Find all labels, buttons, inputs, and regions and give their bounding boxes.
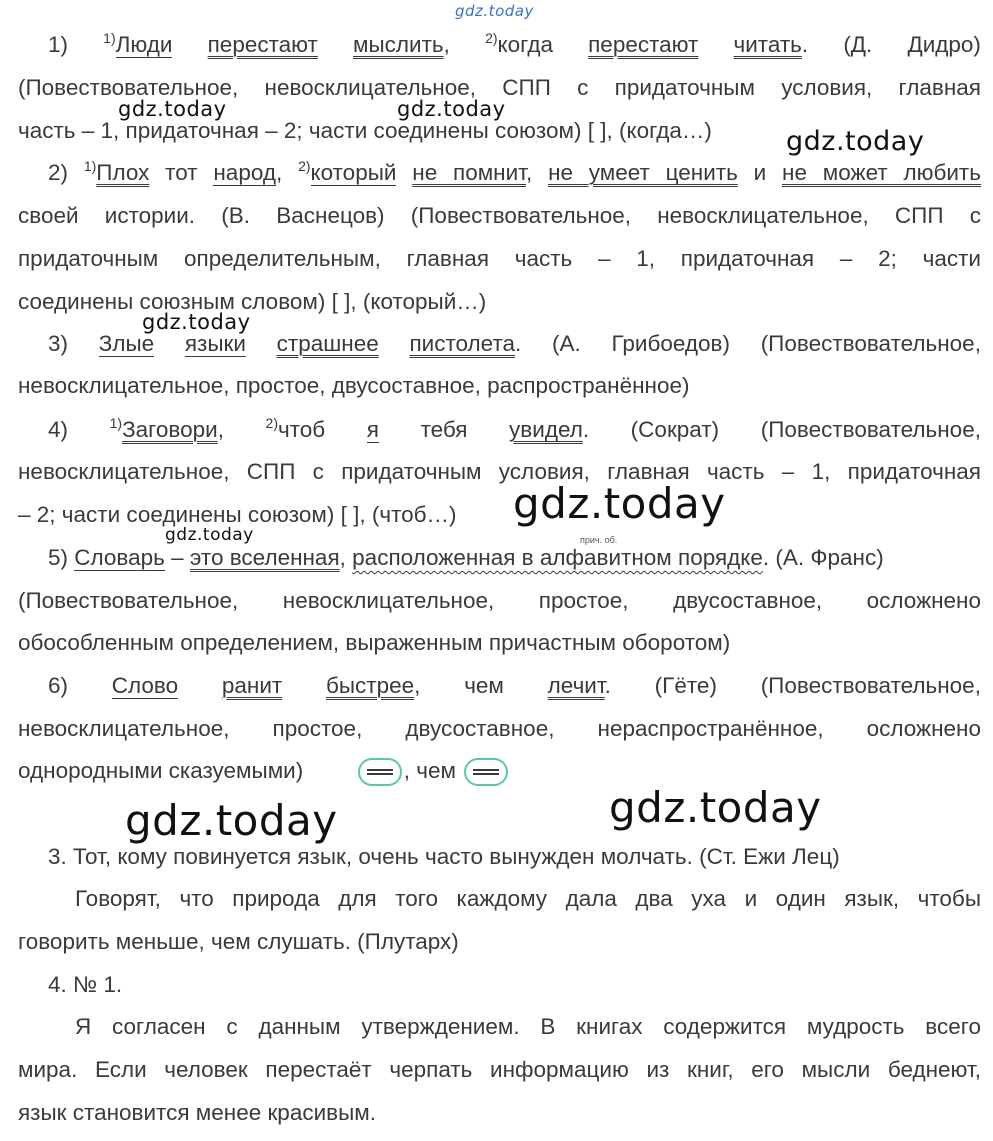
sentence-3-line-1: 3) Злые языки страшнее пистолета. (А. Грибоедов) (Повествовательное, <box>48 331 981 356</box>
sentence-1-line-2: (Повествовательное, невосклицательное, СПП с придаточным условия, главная <box>18 75 981 100</box>
sentence-4-line-2: невосклицательное, СПП с придаточным условия, главная часть – 1, придаточная <box>18 459 981 484</box>
task-3-line-1: 3. Тот, кому повинуется язык, очень часто вынужден молчать. (Ст. Ежи Лец) <box>48 844 840 869</box>
sentence-2-line-3: придаточным определительным, главная часть – 1, придаточная – 2; части <box>18 246 981 271</box>
sentence-6-line-1: 6) Слово ранит быстрее, чем лечит. (Гёте) (Повествовательное, <box>48 673 981 698</box>
sentence-1-line-3: часть – 1, придаточная – 2; части соединены союзом) [ ], (когда…) <box>18 118 712 143</box>
task-4-line-4: язык становится менее красивым. <box>18 1100 377 1125</box>
annotation-note: прич. об. <box>580 535 618 545</box>
sentence-4-line-3: – 2; части соединены союзом) [ ], (чтоб…) <box>18 502 457 527</box>
watermark: gdz.today <box>786 126 925 157</box>
watermark: gdz.today <box>118 97 227 121</box>
sentence-2-line-4: соединены союзным словом) [ ], (который…) <box>18 289 487 314</box>
predicate-scheme-icon <box>358 758 402 786</box>
sentence-2-line-1: 2) $^{1)}$Плох тот народ, $^{2)}$который не помнит, не умеет ценить и не может любить <box>48 158 981 185</box>
sentence-3-line-2: невосклицательное, простое, двусоставное, распространённое) <box>18 373 690 398</box>
sentence-5-line-2: (Повествовательное, невосклицательное, простое, двусоставное, осложнено <box>18 588 981 613</box>
watermark: gdz.today <box>455 2 534 20</box>
task-3-line-2: Говорят, что природа для того каждому дала два уха и один язык, чтобы <box>75 886 981 911</box>
task-4-line-3: мира. Если человек перестаёт черпать информацию из книг, его мысли беднеют, <box>18 1057 981 1082</box>
sentence-4-line-1: 4) $^{1)}$Заговори, $^{2)}$чтоб я тебя увидел. (Сократ) (Повествовательное, <box>48 415 981 442</box>
sentence-6-line-3: однородными сказуемыми) , чем <box>18 757 981 786</box>
sentence-5-line-3: обособленным определением, выраженным причастным оборотом) <box>18 630 731 655</box>
task-4-line-2: Я согласен с данным утверждением. В книгах содержится мудрость всего <box>75 1014 981 1039</box>
watermark: gdz.today <box>142 310 251 334</box>
watermark: gdz.today <box>165 525 254 545</box>
sentence-1-line-1: 1) $^{1)}$Люди перестают мыслить, $^{2)}$когда перестают читать. (Д. Дидро) <box>48 30 981 57</box>
watermark: gdz.today <box>609 783 822 832</box>
watermark: gdz.today <box>125 796 338 845</box>
predicate-scheme-icon <box>464 758 508 786</box>
sentence-2-line-2: своей истории. (В. Васнецов) (Повествовательное, невосклицательное, СПП с <box>18 203 981 228</box>
task-3-line-3: говорить меньше, чем слушать. (Плутарх) <box>18 929 459 954</box>
watermark: gdz.today <box>397 97 506 121</box>
task-4-line-1: 4. № 1. <box>48 972 123 997</box>
sentence-6-line-2: невосклицательное, простое, двусоставное, нераспространённое, осложнено <box>18 716 981 741</box>
sentence-5-line-1: 5) Словарь – это вселенная, расположенная в алфавитном порядке. (А. Франс) <box>48 545 884 570</box>
watermark: gdz.today <box>513 479 726 528</box>
